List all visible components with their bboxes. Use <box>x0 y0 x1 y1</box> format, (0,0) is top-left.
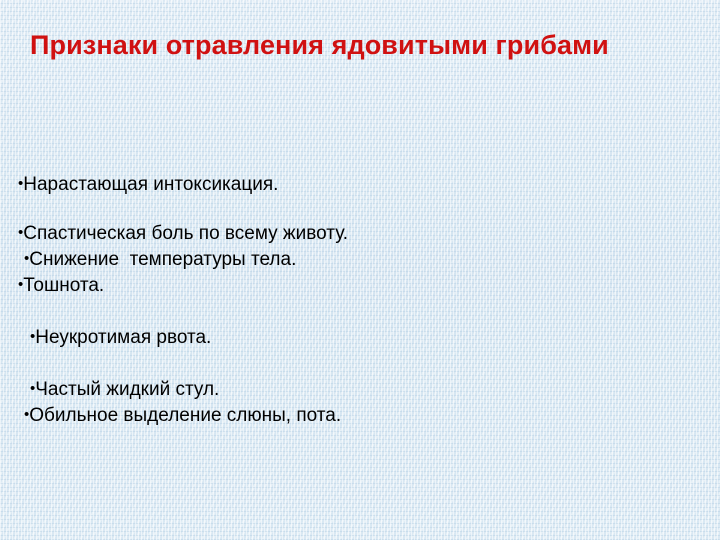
group-spacer <box>18 194 698 224</box>
list-item-text: Частый жидкий стул. <box>35 379 220 400</box>
list-item-text: Обильное выделение слюны, пота. <box>29 405 342 426</box>
list-item <box>18 276 698 295</box>
bullet-icon: • <box>24 250 30 267</box>
list-item <box>18 175 698 194</box>
bullet-icon: • <box>18 175 24 192</box>
symptom-group <box>18 224 698 295</box>
list-item <box>18 250 698 269</box>
bullet-icon: • <box>24 406 30 423</box>
list-item-text: Тошнота. <box>23 275 105 296</box>
symptom-list <box>18 175 698 425</box>
line-spacer <box>18 269 698 276</box>
list-item <box>18 328 698 347</box>
bullet-icon: • <box>18 276 24 293</box>
slide-title: Признаки отравления ядовитыми грибами <box>30 30 609 60</box>
list-item <box>18 380 698 399</box>
bullet-icon: • <box>30 380 36 397</box>
list-item-text: Снижение температуры тела. <box>29 249 297 270</box>
bullet-icon: • <box>30 328 36 345</box>
bullet-icon: • <box>18 224 24 241</box>
list-item-text: Нарастающая интоксикация. <box>23 174 279 195</box>
list-item <box>18 224 698 243</box>
symptom-group <box>18 328 698 347</box>
list-item <box>18 406 698 425</box>
group-spacer <box>18 295 698 328</box>
group-spacer <box>18 347 698 380</box>
list-item-text: Спастическая боль по всему животу. <box>23 223 349 244</box>
symptom-group <box>18 175 698 194</box>
symptom-group <box>18 380 698 425</box>
list-item-text: Неукротимая рвота. <box>35 327 212 348</box>
